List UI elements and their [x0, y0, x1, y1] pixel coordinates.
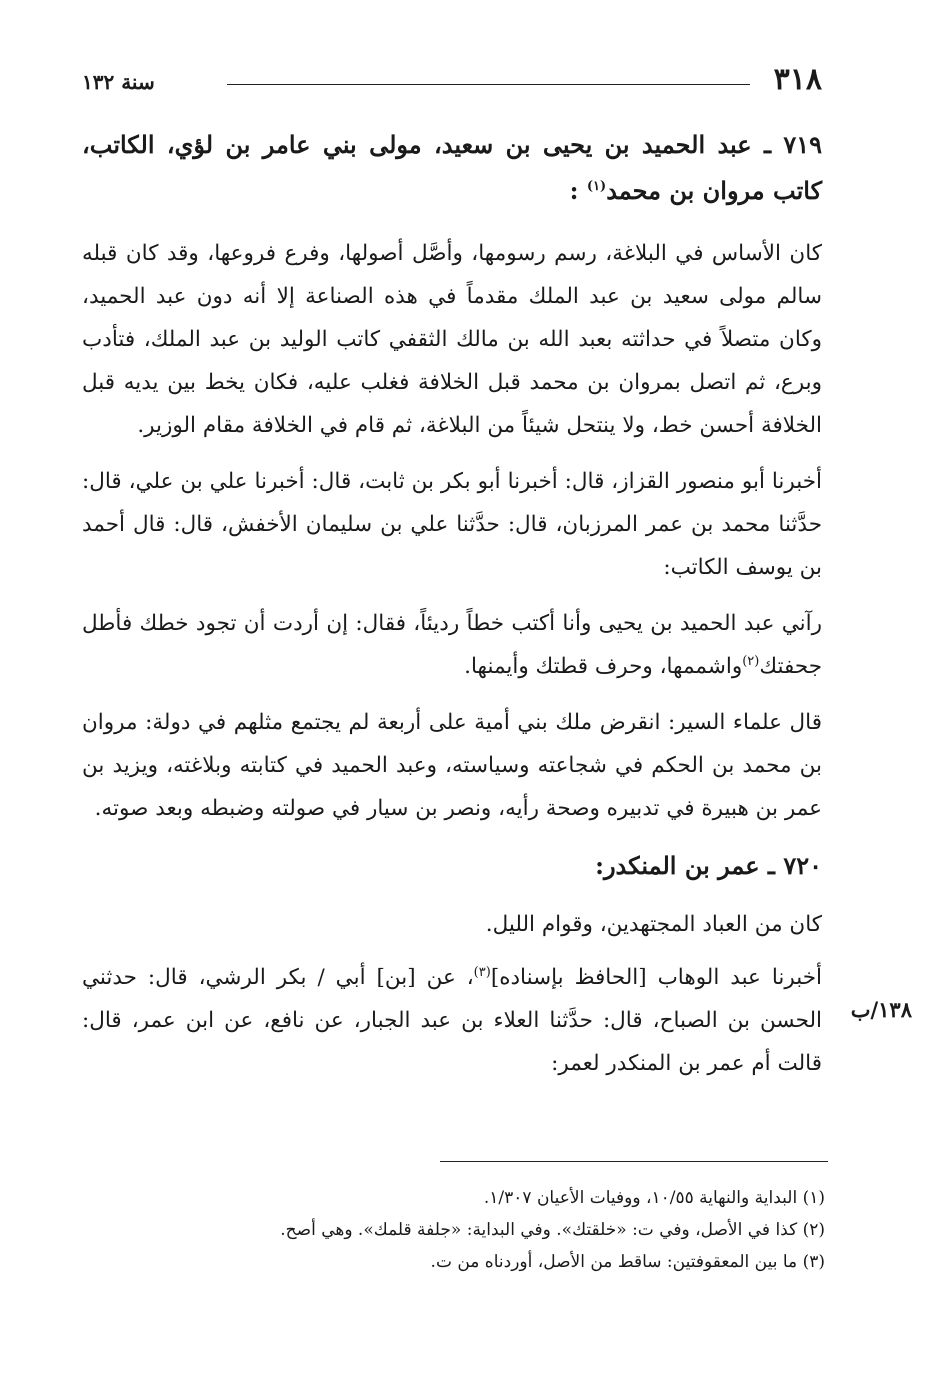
folio-margin-note: ١٣٨/ب	[850, 997, 912, 1022]
isnad-paragraph: أخبرنا أبو منصور القزاز، قال: أخبرنا أبو بكر بن ثابت، قال: أخبرنا علي بن علي، قال: حدَّثنا محمد بن عمر المرزبان، قال: حدَّثنا علي بن سليمان الأخفش، قال: قال أحمد بن يوسف الكاتب:	[82, 469, 822, 580]
footnote-separator	[440, 1161, 828, 1162]
isnad-paragraph-2	[82, 956, 822, 1085]
historians-paragraph: قال علماء السير: انقرض ملك بني أمية على أربعة لم يجتمع مثلهم في دولة: مروان بن محمد بن الحكم في شجاعته وسياسته، وعبد الحميد في كتابته وبلاغته، ويزيد بن عمر بن هبيرة في تدبيره وصحة رأيه، ونصر بن سيار في صولته وضبطه وبعد صوته.	[82, 710, 822, 821]
biography-paragraph: كان الأساس في البلاغة، رسم رسومها، وأصَّل أصولها، وفرع فروعها، وقد كان قبله سالم مولى سعيد بن عبد الملك مقدماً في هذه الصناعة إلا أنه دون عبد الحميد، وكان متصلاً في حداثته بعبد الله بن مالك الثقفي كاتب الوليد بن عبد الملك، فتأدب وبرع، ثم اتصل بمروان بن محمد قبل الخلافة فغلب عليه، فكان يخط بين يديه قبل الخلافة أحسن خط، ولا ينتحل شيئاً من البلاغة، ثم قام في الخلافة مقام الوزير.	[82, 241, 822, 438]
page-number: ٣١٨	[773, 62, 822, 97]
entry-heading-text: ٧١٩ ـ عبد الحميد بن يحيى بن سعيد، مولى بني عامر بن لؤي، الكاتب، كاتب مروان بن محمد	[82, 130, 822, 205]
footnote-1: (١) البداية والنهاية ١٠/٥٥، ووفيات الأعيان ١/٣٠٧.	[483, 1188, 825, 1208]
footnote-ref-1[interactable]: (١)	[586, 179, 607, 194]
footnote-ref-3[interactable]: (٣)	[473, 964, 491, 980]
isnad-text-b: ، عن [بن] أبي / بكر الرشي، قال: حدثني الحسن بن الصباح، قال: حدَّثنا العلاء بن عبد الجبار، عن نافع، عن ابن عمر، قال: قالت أم عمر بن المنكدر لعمر:	[82, 965, 822, 1076]
main-text	[82, 122, 822, 1098]
isnad-text-a: أخبرنا عبد الوهاب [الحافظ بإسناده]	[490, 965, 822, 990]
entry-heading-720: ٧٢٠ ـ عمر بن المنكدر:	[595, 851, 822, 880]
footnote-3: (٣) ما بين المعقوفتين: ساقط من الأصل، أوردناه من ت.	[430, 1252, 825, 1272]
entry-heading-719	[82, 122, 822, 214]
footnote-ref-2[interactable]: (٢)	[742, 653, 760, 669]
description-paragraph: كان من العباد المجتهدين، وقوام الليل.	[485, 912, 822, 937]
quote-text-a: رآني عبد الحميد بن يحيى وأنا أكتب خطاً رديئاً، فقال: إن أردت أن تجود خطك فأطل جحفتك	[82, 611, 822, 679]
quote-paragraph	[82, 602, 822, 688]
entry-heading-end: :	[569, 176, 587, 205]
footnote-2: (٢) كذا في الأصل، وفي ت: «خلقتك». وفي البداية: «جلفة قلمك». وهي أصح.	[280, 1220, 825, 1240]
running-header	[82, 62, 822, 102]
footnotes	[200, 1182, 825, 1278]
year-label: سنة ١٣٢	[82, 70, 155, 94]
quote-text-b: واشممها، وحرف قطتك وأيمنها.	[464, 654, 743, 679]
header-rule	[227, 84, 750, 85]
